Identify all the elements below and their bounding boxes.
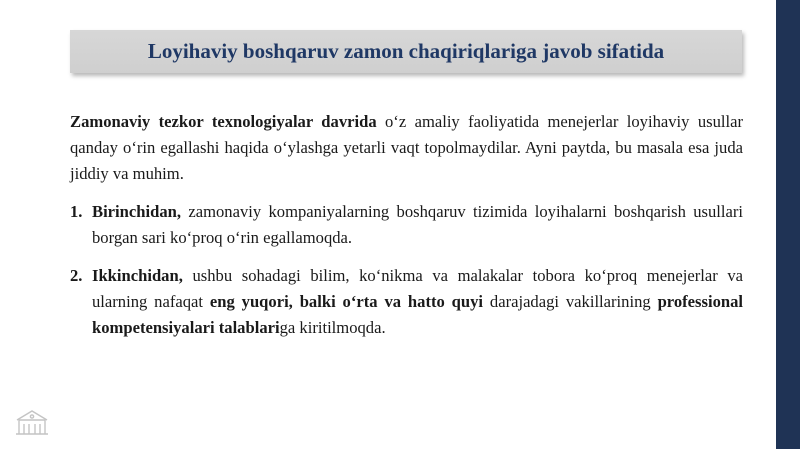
building-logo-icon [13,407,51,437]
slide-title-box [70,30,742,73]
item-bold-phrase: eng yuqori, balki o‘rta va hatto quyi [209,292,484,311]
item-bold-phrase: professional kompetensiyalari talablari [92,292,744,337]
intro-paragraph [70,109,743,187]
list-item [70,263,743,341]
item-bold: Birinchidan, [92,202,181,221]
slide-content [70,109,743,341]
item-text: ushbu sohadagi bilim, ko‘nikma va malakalar tobora ko‘proq menejerlar va ularning nafaqat [92,266,743,311]
item-number: 2. [70,266,83,285]
item-bold: Ikkinchidan, [92,266,183,285]
item-text: ga kiritilmoqda. [279,318,386,337]
slide-title: Loyihaviy boshqaruv zamon chaqiriqlariga javob sifatida [147,39,665,63]
intro-text: o‘z amaliy faoliyatida menejerlar loyihaviy usullar qanday o‘rin egallashi haqida o‘ylashga yetarli vaqt topolmaydilar. Ayni paytda, bu masala esa juda jiddiy va muhim. [70,112,743,183]
list-item [70,199,743,251]
points-list [70,199,743,341]
side-accent-bar [776,0,800,449]
item-text: darajadagi vakillarining [483,292,658,311]
item-text: zamonaviy kompaniyalarning boshqaruv tizimida loyihalarni boshqarish usullari borgan sari ko‘proq o‘rin egallamoqda. [92,202,743,247]
item-number: 1. [70,202,83,221]
intro-bold: Zamonaviy tezkor texnologiyalar davrida [70,112,377,131]
